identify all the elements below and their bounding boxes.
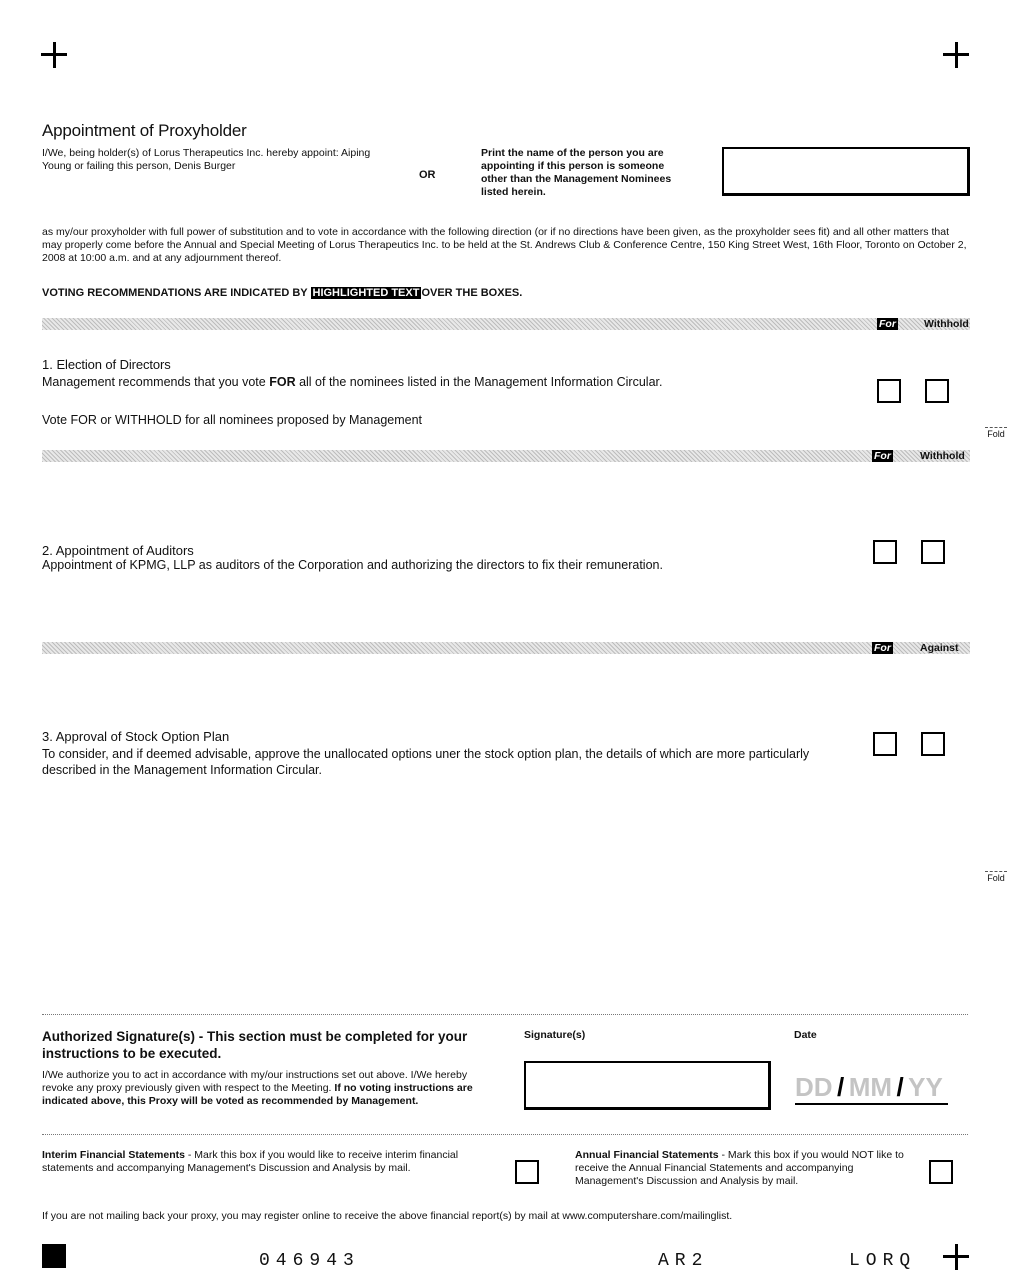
registration-mark-bottom-right — [943, 1244, 969, 1270]
resolution-1-title: Election of Directors — [56, 357, 171, 372]
resolution-3-heading — [42, 729, 229, 744]
resolution-1-heading — [42, 357, 171, 372]
resolution-2-header-bar — [42, 450, 970, 462]
resolution-1-for-label: For — [879, 318, 896, 330]
resolution-2-withhold-checkbox[interactable] — [921, 540, 945, 564]
signature-body — [42, 1069, 497, 1108]
date-separator-1: / — [837, 1072, 845, 1102]
mailing-list-note: If you are not mailing back your proxy, you may register online to receive the above financial report(s) by mail at www.computershare.com/mailinglist. — [42, 1210, 733, 1222]
resolution-2-description: Appointment of KPMG, LLP as auditors of the Corporation and authorizing the directors to fix their remuneration. — [42, 558, 663, 572]
signature-label: Signature(s) — [524, 1029, 586, 1041]
resolution-1-desc-suffix: all of the nominees listed in the Management Information Circular. — [295, 375, 663, 389]
resolution-1-withhold-checkbox[interactable] — [925, 379, 949, 403]
resolution-2-withhold-label: Withhold — [920, 450, 965, 462]
resolution-3-for-label: For — [874, 642, 891, 654]
date-day-placeholder: DD — [795, 1072, 833, 1102]
voting-recommendations — [42, 287, 522, 300]
financial-divider — [42, 1134, 968, 1135]
resolution-3-against-label: Against — [920, 642, 959, 654]
resolution-1-withhold-label: Withhold — [924, 318, 969, 330]
footer-black-square — [42, 1244, 66, 1268]
resolution-1-header-bar — [42, 318, 970, 330]
resolution-1-vote-line: Vote FOR or WITHHOLD for all nominees proposed by Management — [42, 413, 423, 427]
footer-code-ar: AR2 — [658, 1251, 709, 1271]
footer-code-number: 046943 — [259, 1251, 360, 1271]
signature-input[interactable] — [524, 1061, 771, 1110]
resolution-3-title: Approval of Stock Option Plan — [55, 729, 230, 744]
interim-statements-checkbox[interactable] — [515, 1160, 539, 1184]
interim-statements-title: Interim Financial Statements — [42, 1149, 185, 1161]
signature-divider — [42, 1014, 968, 1015]
appointment-body-text: as my/our proxyholder with full power of substitution and to vote in accordance with the following direction (or if no directions have been given, as the proxyholder sees fit) and all other matters that may properly come before the Annual and Special Meeting of Lorus Therapeutics Inc. to be held at the St. Andrews Club & Conference Centre, 150 King Street West, 16th Floor, Toronto on October 2, 2008 at 10:00 a.m. and at any adjournment thereof. — [42, 226, 967, 264]
annual-statements-desc: - Mark this box if you would NOT like to receive the Annual Financial Statements and accompanying Management's Discussion and Analysis by mail. — [575, 1149, 904, 1187]
proxyholder-name-input[interactable] — [722, 147, 970, 196]
resolution-2-for-checkbox[interactable] — [873, 540, 897, 564]
resolution-3-number: 3. — [42, 729, 53, 744]
resolution-1-desc-prefix: Management recommends that you vote — [42, 375, 270, 389]
print-name-instruction: Print the name of the person you are appointing if this person is someone other than the Management Nominees listed herein. — [481, 147, 672, 198]
resolution-2-heading — [42, 543, 194, 558]
appointment-title: Appointment of Proxyholder — [42, 121, 247, 140]
fold-mark-1: Fold — [985, 427, 1007, 439]
interim-statements-text — [42, 1149, 492, 1175]
signature-heading: Authorized Signature(s) - This section must be completed for your instructions to be executed. — [42, 1029, 468, 1061]
or-label: OR — [419, 169, 436, 181]
date-separator-2: / — [896, 1072, 904, 1102]
annual-statements-title: Annual Financial Statements — [575, 1149, 719, 1161]
fold-mark-2: Fold — [985, 871, 1007, 883]
resolution-2-title: Appointment of Auditors — [55, 543, 194, 558]
date-label: Date — [794, 1029, 817, 1041]
footer-code-lorq: LORQ — [849, 1251, 917, 1271]
signature-body-bold: If no voting instructions are indicated above, this Proxy will be voted as recommended by Management. — [42, 1082, 473, 1107]
annual-statements-text — [575, 1149, 910, 1188]
registration-mark-top-left — [41, 42, 67, 68]
date-month-placeholder: MM — [848, 1072, 893, 1102]
resolution-2-number: 2. — [42, 543, 53, 558]
resolution-1-description — [42, 374, 662, 390]
date-year-placeholder: YY — [908, 1072, 943, 1102]
resolution-3-description: To consider, and if deemed advisable, approve the unallocated options uner the stock option plan, the details of which are more particularly described in the Management Information Circular. — [42, 747, 810, 777]
resolution-1-number: 1. — [42, 357, 53, 372]
resolution-2-for-label: For — [874, 450, 891, 462]
voting-recommendations-prefix: VOTING RECOMMENDATIONS ARE INDICATED BY — [42, 287, 308, 299]
resolution-1-for-checkbox[interactable] — [877, 379, 901, 403]
date-input[interactable] — [795, 1072, 948, 1105]
voting-recommendations-suffix: OVER THE BOXES. — [421, 287, 523, 299]
resolution-1-desc-bold: FOR — [269, 375, 296, 389]
registration-mark-top-right — [943, 42, 969, 68]
resolution-3-for-checkbox[interactable] — [873, 732, 897, 756]
highlighted-text-sample: HIGHLIGHTED TEXT — [312, 287, 420, 299]
appointment-intro: I/We, being holder(s) of Lorus Therapeutics Inc. hereby appoint: Aiping Young or failing this person, Denis Burger — [42, 147, 371, 172]
resolution-3-header-bar — [42, 642, 970, 654]
interim-statements-desc: - Mark this box if you would like to receive interim financial statements and accompanying Management's Discussion and Analysis by mail. — [42, 1149, 459, 1174]
resolution-3-against-checkbox[interactable] — [921, 732, 945, 756]
signature-body-plain: I/We authorize you to act in accordance with my/our instructions set out above. I/We hereby revoke any proxy previously given with respect to the Meeting. — [42, 1069, 468, 1094]
annual-statements-checkbox[interactable] — [929, 1160, 953, 1184]
